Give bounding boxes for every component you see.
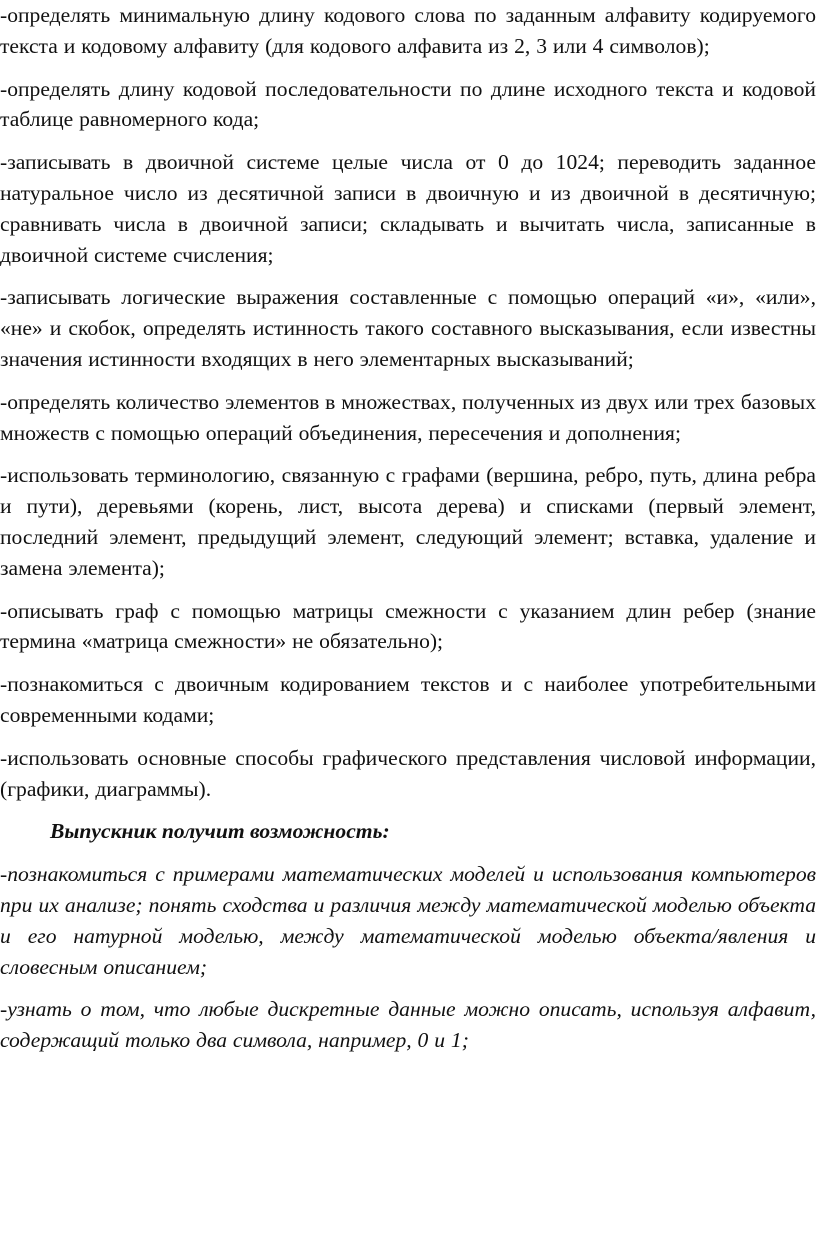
section-heading: Выпускник получит возможность: bbox=[50, 819, 390, 844]
opportunity-paragraph: -познакомиться с примерами математических моделей и использования компьютеров при их анализе; понять сходства и различия между математической моделью объекта и его натурной моделью, между математической моделью объекта/явления и словесным описанием; bbox=[0, 862, 816, 979]
skill-paragraph: -использовать основные способы графического представления числовой информации, (графики, диаграммы). bbox=[0, 745, 816, 801]
skill-paragraph: -записывать логические выражения составленные с помощью операций «и», «или», «не» и скобок, определять истинность такого составного высказывания, если известны значения истинности входящих в него элементарных высказываний; bbox=[0, 285, 816, 371]
skill-paragraph: -определять длину кодовой последовательности по длине исходного текста и кодовой таблице равномерного кода; bbox=[0, 76, 816, 132]
skill-paragraph: -описывать граф с помощью матрицы смежности с указанием длин ребер (знание термина «матрица смежности» не обязательно); bbox=[0, 598, 816, 654]
skill-paragraph: -записывать в двоичной системе целые числа от 0 до 1024; переводить заданное натуральное число из десятичной записи в двоичную и из двоичной в десятичную; сравнивать числа в двоичной записи; складывать и вычитать числа, записанные в двоичной системе счисления; bbox=[0, 150, 816, 267]
skill-paragraph: -познакомиться с двоичным кодированием текстов и с наиболее употребительными современными кодами; bbox=[0, 672, 816, 727]
opportunity-paragraph: -узнать о том, что любые дискретные данные можно описать, используя алфавит, содержащий только два символа, например, 0 и 1; bbox=[0, 997, 816, 1053]
skill-paragraph: -определять минимальную длину кодового слова по заданным алфавиту кодируемого текста и кодовому алфавиту (для кодового алфавита из 2, 3 или 4 символов); bbox=[0, 3, 816, 58]
skill-paragraph: -определять количество элементов в множествах, полученных из двух или трех базовых множеств с помощью операций объединения, пересечения и дополнения; bbox=[0, 389, 816, 445]
skill-paragraph: -использовать терминологию, связанную с графами (вершина, ребро, путь, длина ребра и пути), деревьями (корень, лист, высота дерева) и списками (первый элемент, последний элемент, предыдущий элемент, следующий элемент; вставка, удаление и замена элемента); bbox=[0, 463, 816, 580]
